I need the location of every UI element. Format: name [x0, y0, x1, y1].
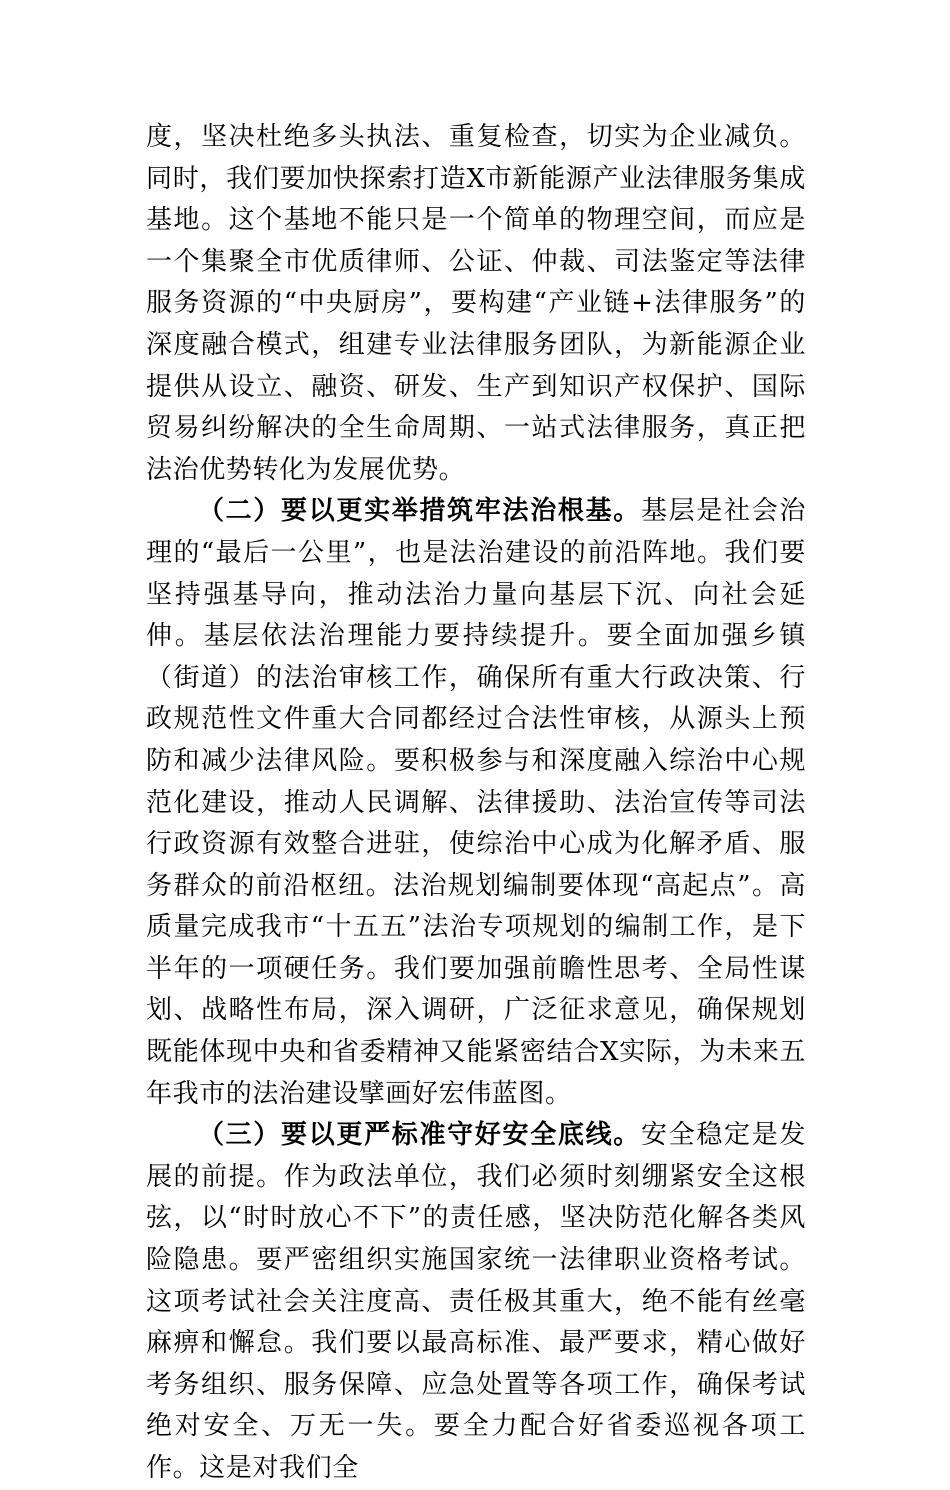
paragraph-text: 基层是社会治理的“最后一公里”，也是法治建设的前沿阵地。我们要坚持强基导向，推动法治力量向基层下沉、向社会延伸。基层依法治理能力要持续提升。要全面加强乡镇（街道）的法治审核工作，确保所有重大行政决策、行政规范性文件重大合同都经过合法性审核，从源头上预防和减少法律风险。要积极参与和深度融入综治中心规范化建设，推动人民调解、法律援助、法治宣传等司法行政资源有效整合进驻，使综治中心成为化解矛盾、服务群众的前沿枢纽。法治规划编制要体现“高起点”。高质量完成我市“十五五”法治专项规划的编制工作，是下半年的一项硬任务。我们要加强前瞻性思考、全局性谋划、战略性布局，深入调研，广泛征求意见，确保规划既能体现中央和省委精神又能紧密结合X实际，为未来五年我市的法治建设擘画好宏伟蓝图。 — [146, 496, 806, 1109]
paragraph-text: 安全稳定是发展的前提。作为政法单位，我们必须时刻绷紧安全这根弦，以“时时放心不下”的责任感，坚决防范化解各类风险隐患。要严密组织实施国家统一法律职业资格考试。这项考试社会关注度高、责任极其重大，绝不能有丝毫麻痹和懈怠。我们要以最高标准、最严要求，精心做好考务组织、服务保障、应急处置等各项工作，确保考试绝对安全、万无一失。要全力配合好省委巡视各项工作。这是对我们全 — [146, 1120, 806, 1483]
paragraph-section-2 — [146, 491, 806, 1115]
document-page — [146, 117, 806, 1490]
paragraph-text: 度，坚决杜绝多头执法、重复检查，切实为企业减负。同时，我们要加快探索打造X市新能源产业法律服务集成基地。这个基地不能只是一个简单的物理空间，而应是一个集聚全市优质律师、公证、仲裁、司法鉴定等法律服务资源的“中央厨房”，要构建“产业链+法律服务”的深度融合模式，组建专业法律服务团队，为新能源企业提供从设立、融资、研发、生产到知识产权保护、国际贸易纠纷解决的全生命周期、一站式法律服务，真正把法治优势转化为发展优势。 — [146, 122, 806, 485]
paragraph-section-3 — [146, 1115, 806, 1489]
section-heading: （三）要以更严标准守好安全底线。 — [198, 1120, 641, 1151]
section-heading: （二）要以更实举措筑牢法治根基。 — [198, 496, 641, 527]
paragraph-continued — [146, 117, 806, 491]
